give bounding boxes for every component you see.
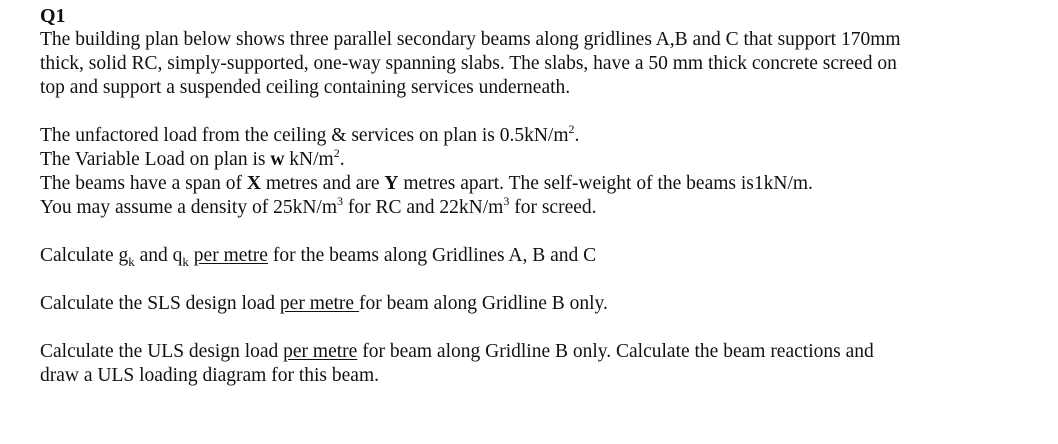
density-screed-exponent: 3 [503,193,510,208]
task-1-line [40,244,1050,268]
question-title: Q1 [40,5,66,27]
variable-w-symbol: w [270,149,285,170]
gk-subscript: k [128,253,135,269]
variable-load-text: The Variable Load on plan is [40,149,271,170]
task-2-text-start: Calculate the SLS design load [40,293,280,314]
intro-line-2: thick, solid RC, simply-supported, one-way spanning slabs. The slabs, have a 50 mm thick concrete screed on [40,53,897,74]
task-1-text-start: Calculate g [40,245,129,266]
loads-paragraph [40,121,1050,220]
density-text-mid: for RC and 22kN/m [343,197,504,218]
ceiling-load-text: The unfactored load from the ceiling & services on plan is 0.5kN/m [40,125,569,146]
ceiling-load-exponent: 2 [568,121,575,136]
beams-text-mid: metres and are [260,173,385,194]
task-3 [40,340,1050,388]
task-2-line [40,292,1050,316]
density-rc-exponent: 3 [337,193,344,208]
task-3-text-start: Calculate the ULS design load [40,341,284,362]
task-2 [40,292,1050,316]
density-text-end: for screed. [509,197,597,218]
beams-text-start: The beams have a span of [40,173,247,194]
beams-y-symbol: Y [384,173,399,194]
task-1 [40,244,1050,268]
density-line [40,193,1050,220]
variable-load-unit: kN/m [284,149,334,170]
intro-line-1: The building plan below shows three parallel secondary beams along gridlines A,B and C that support 170mm [40,29,901,50]
task-2-per-metre: per metre [279,293,359,314]
task-3-line-2: draw a ULS loading diagram for this beam. [40,365,379,386]
task-1-text-end: for the beams along Gridlines A, B and C [267,245,597,266]
density-text-start: You may assume a density of 25kN/m [40,197,338,218]
task-2-text-end: for beam along Gridline B only. [358,293,608,314]
task-3-line-1 [40,340,1050,364]
task-1-text-and: and q [134,245,183,266]
ceiling-load-period: . [574,125,580,146]
intro-paragraph [40,28,1050,100]
beams-x-symbol: X [246,173,261,194]
beams-text-end: metres apart. The self-weight of the beams is1kN/m. [398,173,813,194]
task-3-per-metre: per metre [283,341,358,362]
task-3-text-end: for beam along Gridline B only. Calculate the beam reactions and [357,341,874,362]
ceiling-load-line [40,121,1050,148]
variable-load-line [40,145,1050,172]
variable-load-period: . [339,149,345,170]
variable-load-exponent: 2 [333,145,340,160]
qk-subscript: k [182,253,189,269]
task-1-per-metre: per metre [193,245,268,266]
question-document [40,4,1050,388]
intro-line-3: top and support a suspended ceiling containing services underneath. [40,77,571,98]
beams-line [40,172,1050,196]
